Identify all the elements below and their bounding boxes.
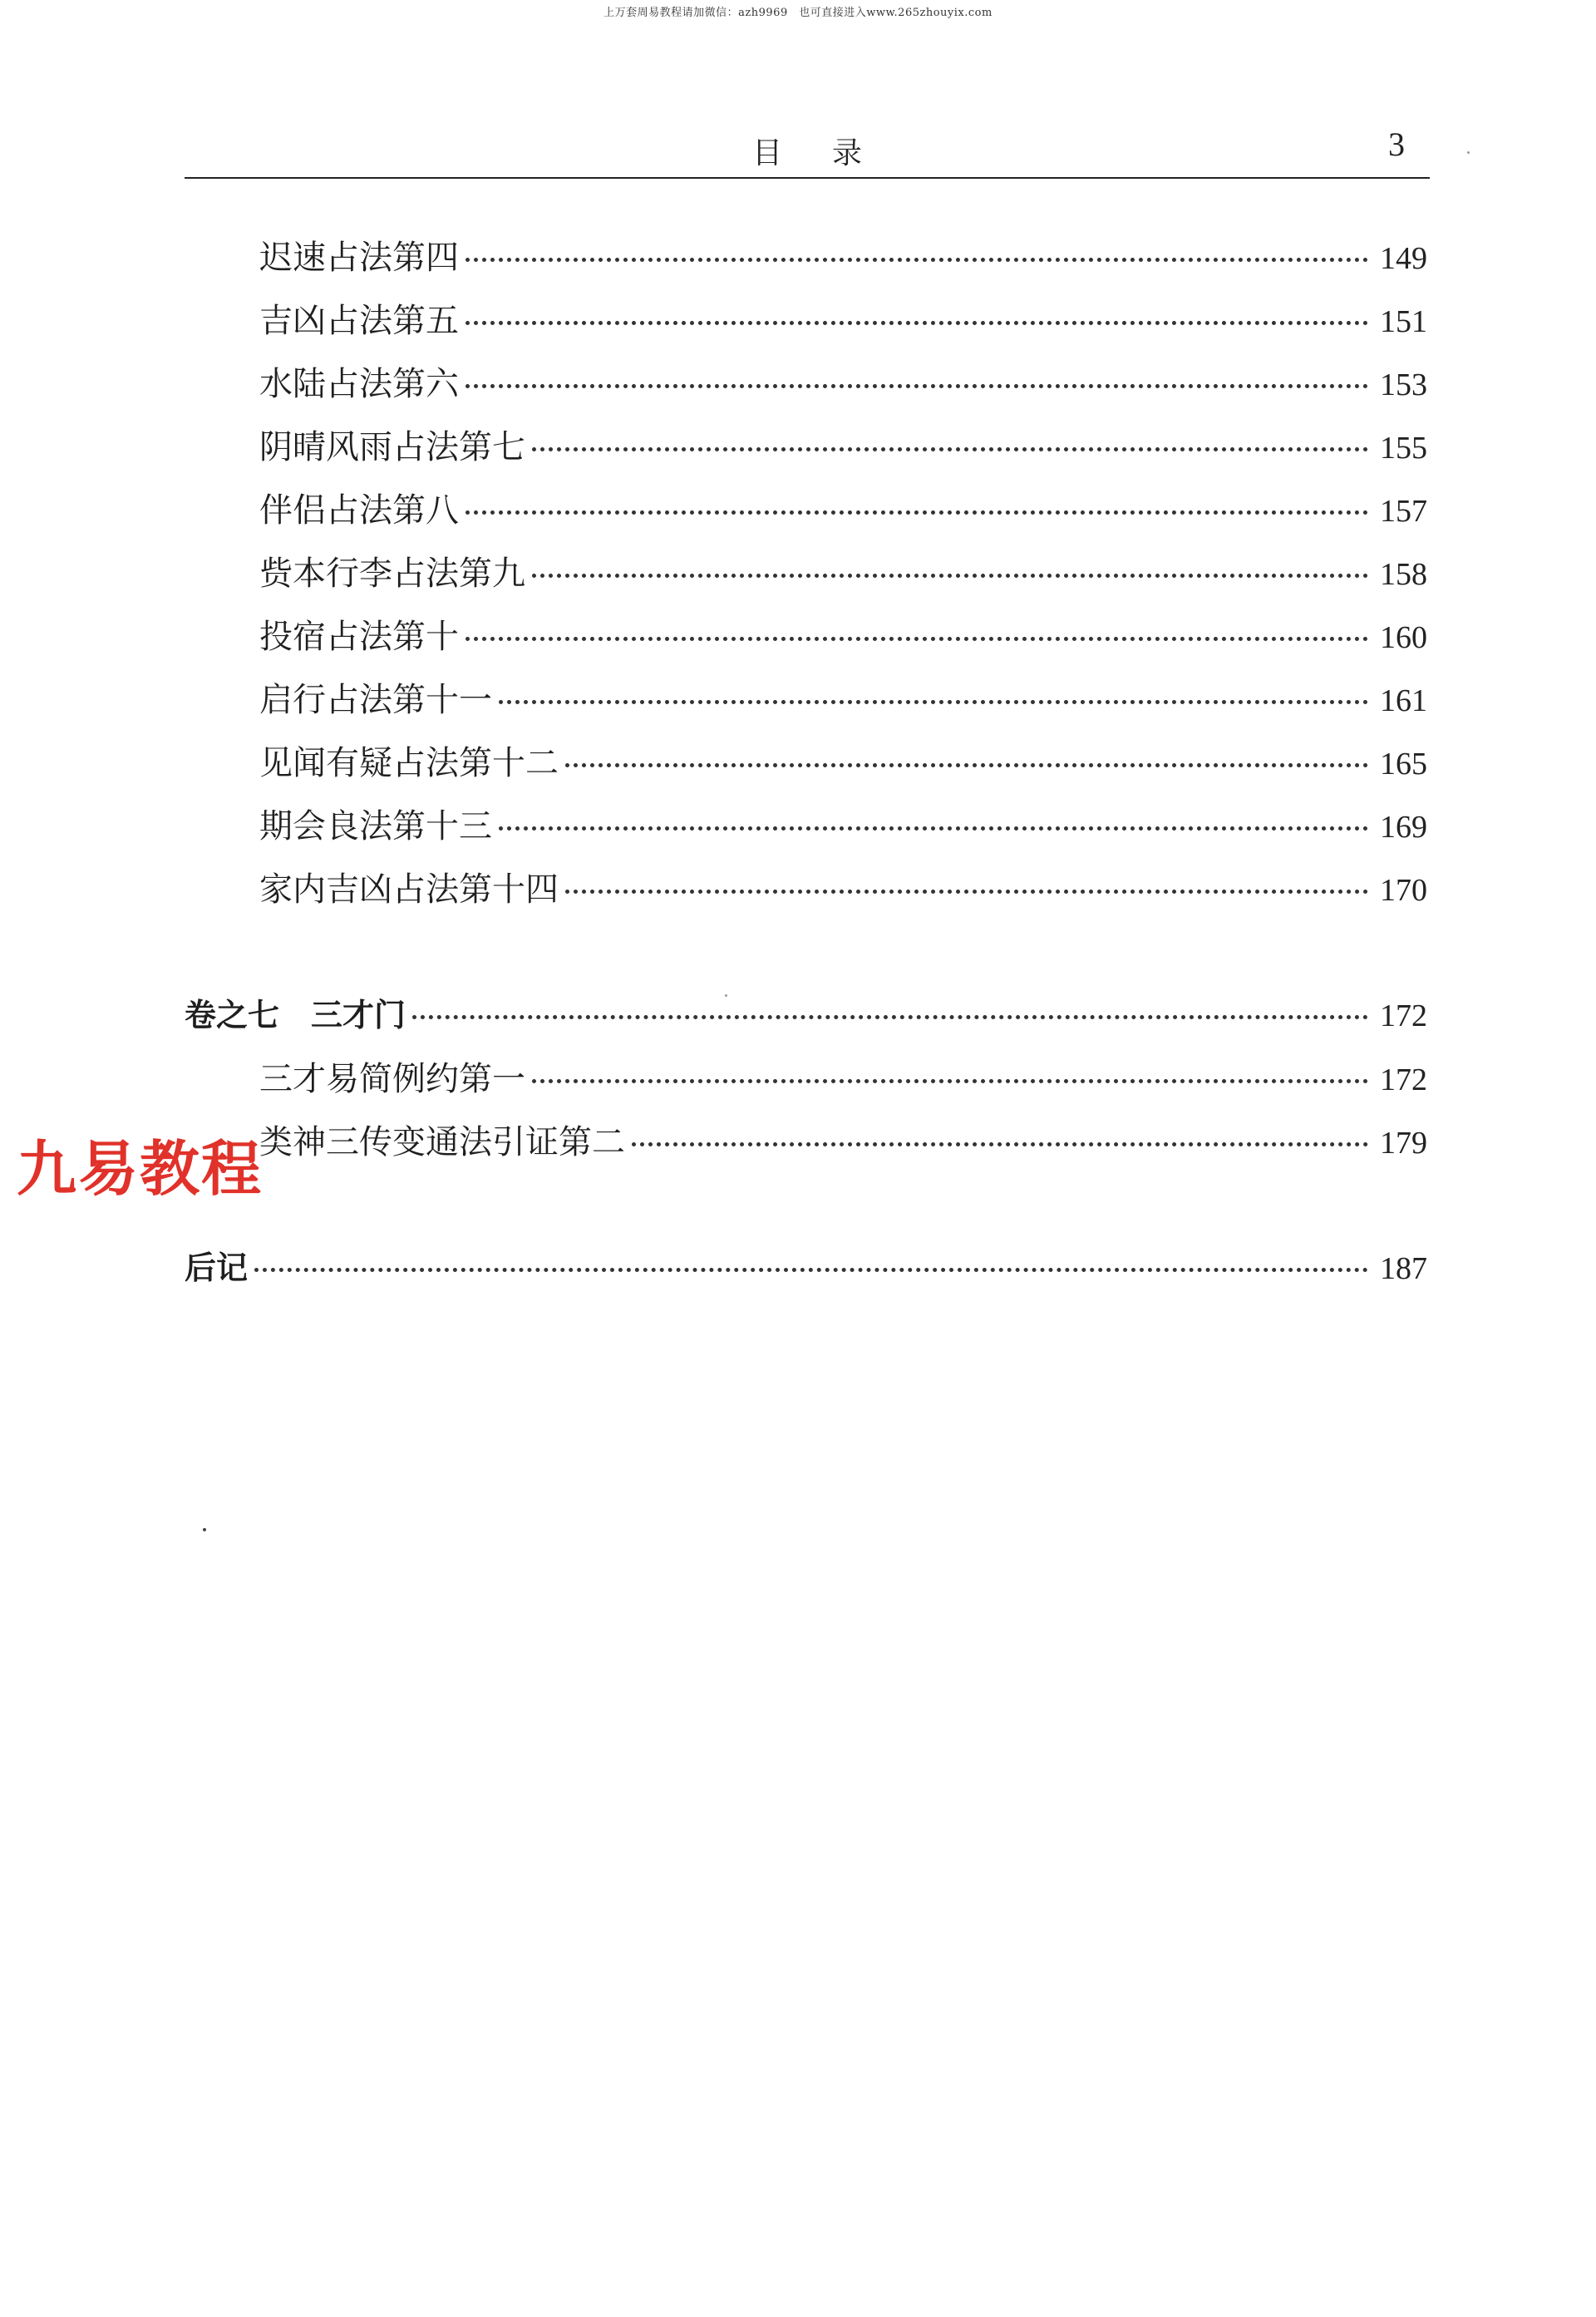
dot-leader [532,447,1368,451]
toc-entry [259,800,1427,850]
page-number: 3 [1388,126,1405,163]
toc-entry-title: 赀本行李占法第九 [259,555,525,593]
dot-leader [532,1079,1368,1083]
toc-entry [259,357,1427,407]
toc-entry [259,737,1427,786]
toc-entry-page: 170 [1380,873,1427,908]
page-header [185,123,1430,181]
dot-leader [466,321,1368,325]
toc-entry-title: 水陆占法第六 [259,365,459,403]
toc-entry [259,673,1427,723]
toc-entry [259,547,1427,597]
toc-entry-page: 169 [1380,810,1427,845]
toc-entry-page: 151 [1380,304,1427,339]
toc-entry-page: 165 [1380,747,1427,781]
toc-entry [259,1116,1427,1166]
toc-entry-title: 投宿占法第十 [259,618,459,656]
toc-entry-title: 伴侣占法第八 [259,491,459,530]
toc-entry-title: 后记 [185,1250,249,1286]
toc-entry-page: 157 [1380,494,1427,529]
dot-leader [632,1142,1368,1146]
dot-leader [466,637,1368,641]
watermark-logo: 九易教程 [17,1134,264,1204]
toc-entry [259,863,1427,913]
toc-entry [259,421,1427,471]
scan-speck [1467,151,1470,154]
dot-leader [412,1015,1368,1019]
toc-entry-page: 158 [1380,557,1427,592]
page-title: 目录 [751,136,912,170]
top-banner: 上万套周易教程请加微信：azh9969 也可直接进入www.265zhouyix.com [603,7,993,19]
scan-speck [203,1528,206,1531]
toc-entry [259,231,1427,281]
dot-leader [499,826,1368,831]
toc-entry-page: 172 [1380,1062,1427,1097]
dot-leader [466,258,1368,262]
dot-leader [254,1268,1368,1272]
dot-leader [466,510,1368,515]
toc-entry-title: 迟速占法第四 [259,239,459,277]
toc-entry-title: 吉凶占法第五 [259,302,459,340]
toc-entry-title: 类神三传变通法引证第二 [259,1123,625,1161]
toc-entry-title: 卷之七 三才门 [185,997,406,1033]
scan-speck [725,994,727,997]
toc-entry [259,294,1427,344]
toc-entry [259,610,1427,660]
toc-entry [259,1053,1427,1102]
toc-entry-page: 153 [1380,367,1427,402]
toc-entry-page: 160 [1380,620,1427,655]
header-divider [185,177,1430,179]
dot-leader [565,763,1368,767]
toc-section-heading [185,1242,1427,1292]
toc-entry-title: 家内吉凶占法第十四 [259,870,559,909]
toc-entry-page: 155 [1380,431,1427,466]
toc-entry-title: 见闻有疑占法第十二 [259,744,559,782]
toc-entry-title: 三才易简例约第一 [259,1060,525,1098]
toc-entry-page: 161 [1380,683,1427,718]
toc-entry-page: 179 [1380,1126,1427,1161]
toc-entry-page: 172 [1380,998,1427,1033]
toc-entry-page: 187 [1380,1251,1427,1286]
dot-leader [565,890,1368,894]
toc-entry-title: 启行占法第十一 [259,681,492,719]
toc-section-heading [185,989,1427,1039]
toc-entry [259,484,1427,534]
toc-entry-title: 期会良法第十三 [259,807,492,845]
dot-leader [499,700,1368,704]
dot-leader [466,384,1368,388]
toc-entry-title: 阴晴风雨占法第七 [259,428,525,466]
toc-entry-page: 149 [1380,241,1427,276]
dot-leader [532,574,1368,578]
